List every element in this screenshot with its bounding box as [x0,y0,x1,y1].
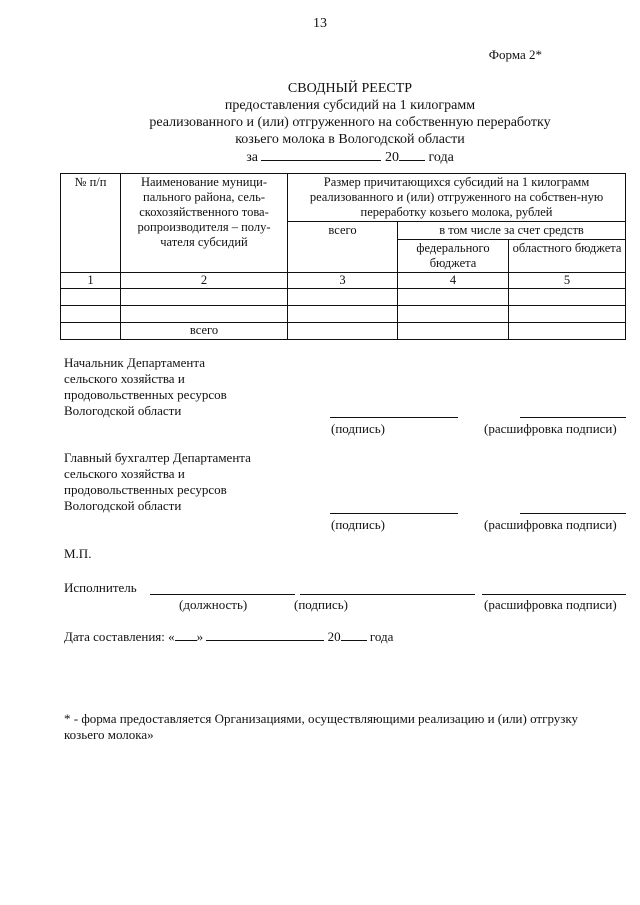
accountant-signature-caption: (подпись) [331,517,385,532]
footnote-line-2: козьего молока» [64,727,154,742]
head-title-line: Начальник Департамента [64,355,205,370]
title-line-2: предоставления субсидий на 1 килограмм [224,98,476,113]
column-number: 2 [121,273,288,289]
table-cell[interactable] [398,306,509,323]
col-incl-header: в том числе за счет средств [398,222,626,240]
column-number: 5 [509,273,626,289]
title-line-3: реализованного и (или) отгруженного на собственную переработку [149,115,551,130]
accountant-decode-line[interactable] [520,513,626,514]
executor-decode-caption: (расшифровка подписи) [484,597,617,612]
table-cell[interactable] [121,289,288,306]
date-year: 20 [327,629,341,644]
date-label: Дата составления: « [64,629,175,644]
table-row [61,306,626,323]
document-title [0,80,640,166]
table-row [61,289,626,306]
col-subsidy-header: Размер причитающихся субсидий на 1 килограмм реализованного и (или) отгруженного на собствен-ную переработку козьего молока, рублей [288,174,626,222]
head-decode-caption: (расшифровка подписи) [484,421,617,436]
table-cell[interactable] [509,323,626,340]
title-period [0,148,640,166]
accountant-decode-caption: (расшифровка подписи) [484,517,617,532]
head-signature-line[interactable] [330,417,458,418]
period-suffix: года [428,150,454,165]
table-cell[interactable] [288,323,398,340]
period-blank-line[interactable] [261,148,381,161]
date-suffix: года [369,629,394,644]
head-signature-caption: (подпись) [331,421,385,436]
head-title-line: сельского хозяйства и [64,371,185,386]
form-label: Форма 2* [488,47,542,62]
date-day-blank[interactable] [175,628,197,641]
column-number: 3 [288,273,398,289]
column-number: 1 [61,273,121,289]
accountant-title-line: сельского хозяйства и [64,466,185,481]
col-total-header: всего [288,222,398,273]
table-cell[interactable] [288,306,398,323]
col-federal-header: федерального бюджета [398,240,509,273]
table-cell[interactable] [61,323,121,340]
register-table [60,173,626,340]
table-cell[interactable] [398,323,509,340]
table-cell[interactable] [61,289,121,306]
title-line-1: СВОДНЫЙ РЕЕСТР [287,81,413,96]
accountant-title-line: Главный бухгалтер Департамента [64,450,251,465]
total-row-label: всего [121,323,288,340]
period-year: 20 [384,150,399,165]
accountant-signature-line[interactable] [330,513,458,514]
position-caption: (должность) [179,597,248,612]
title-line-4: козьего молока в Вологодской области [235,132,465,147]
executor-label: Исполнитель [64,580,137,595]
accountant-title-line: Вологодской области [64,498,182,513]
executor-decode-line[interactable] [482,594,626,595]
stamp-label: М.П. [64,546,92,561]
accountant-title-line: продовольственных ресурсов [64,482,227,497]
table-cell[interactable] [509,289,626,306]
head-title-line: продовольственных ресурсов [64,387,227,402]
table-cell[interactable] [509,306,626,323]
period-year-blank[interactable] [399,148,425,161]
executor-signature-line[interactable] [300,594,475,595]
date-line [64,628,393,645]
table-cell[interactable] [398,289,509,306]
col-regional-header: областного бюджета [509,240,626,273]
footnote [64,711,634,743]
head-title [64,355,227,419]
col-number-header: № п/п [61,174,121,273]
column-numbers-row [61,273,626,289]
head-decode-line[interactable] [520,417,626,418]
executor-position-line[interactable] [150,594,295,595]
footnote-line-1: * - форма предоставляется Организациями, осуществляющими реализацию и (или) отгрузку [64,711,579,726]
header-row-1 [61,174,626,222]
date-mid: » [196,629,204,644]
page-number: 13 [313,16,327,31]
period-prefix: за [246,150,258,165]
col-recipient-header: Наименование муници-пального района, сель-скохозяйственного това-ропроизводителя – полу-чателя субсидий [121,174,288,273]
executor-signature-caption: (подпись) [294,597,348,612]
head-title-line: Вологодской области [64,403,182,418]
date-year-blank[interactable] [341,628,367,641]
table-cell[interactable] [121,306,288,323]
table-cell[interactable] [288,289,398,306]
total-row [61,323,626,340]
accountant-title [64,450,251,514]
column-number: 4 [398,273,509,289]
table-cell[interactable] [61,306,121,323]
date-month-blank[interactable] [206,628,324,641]
